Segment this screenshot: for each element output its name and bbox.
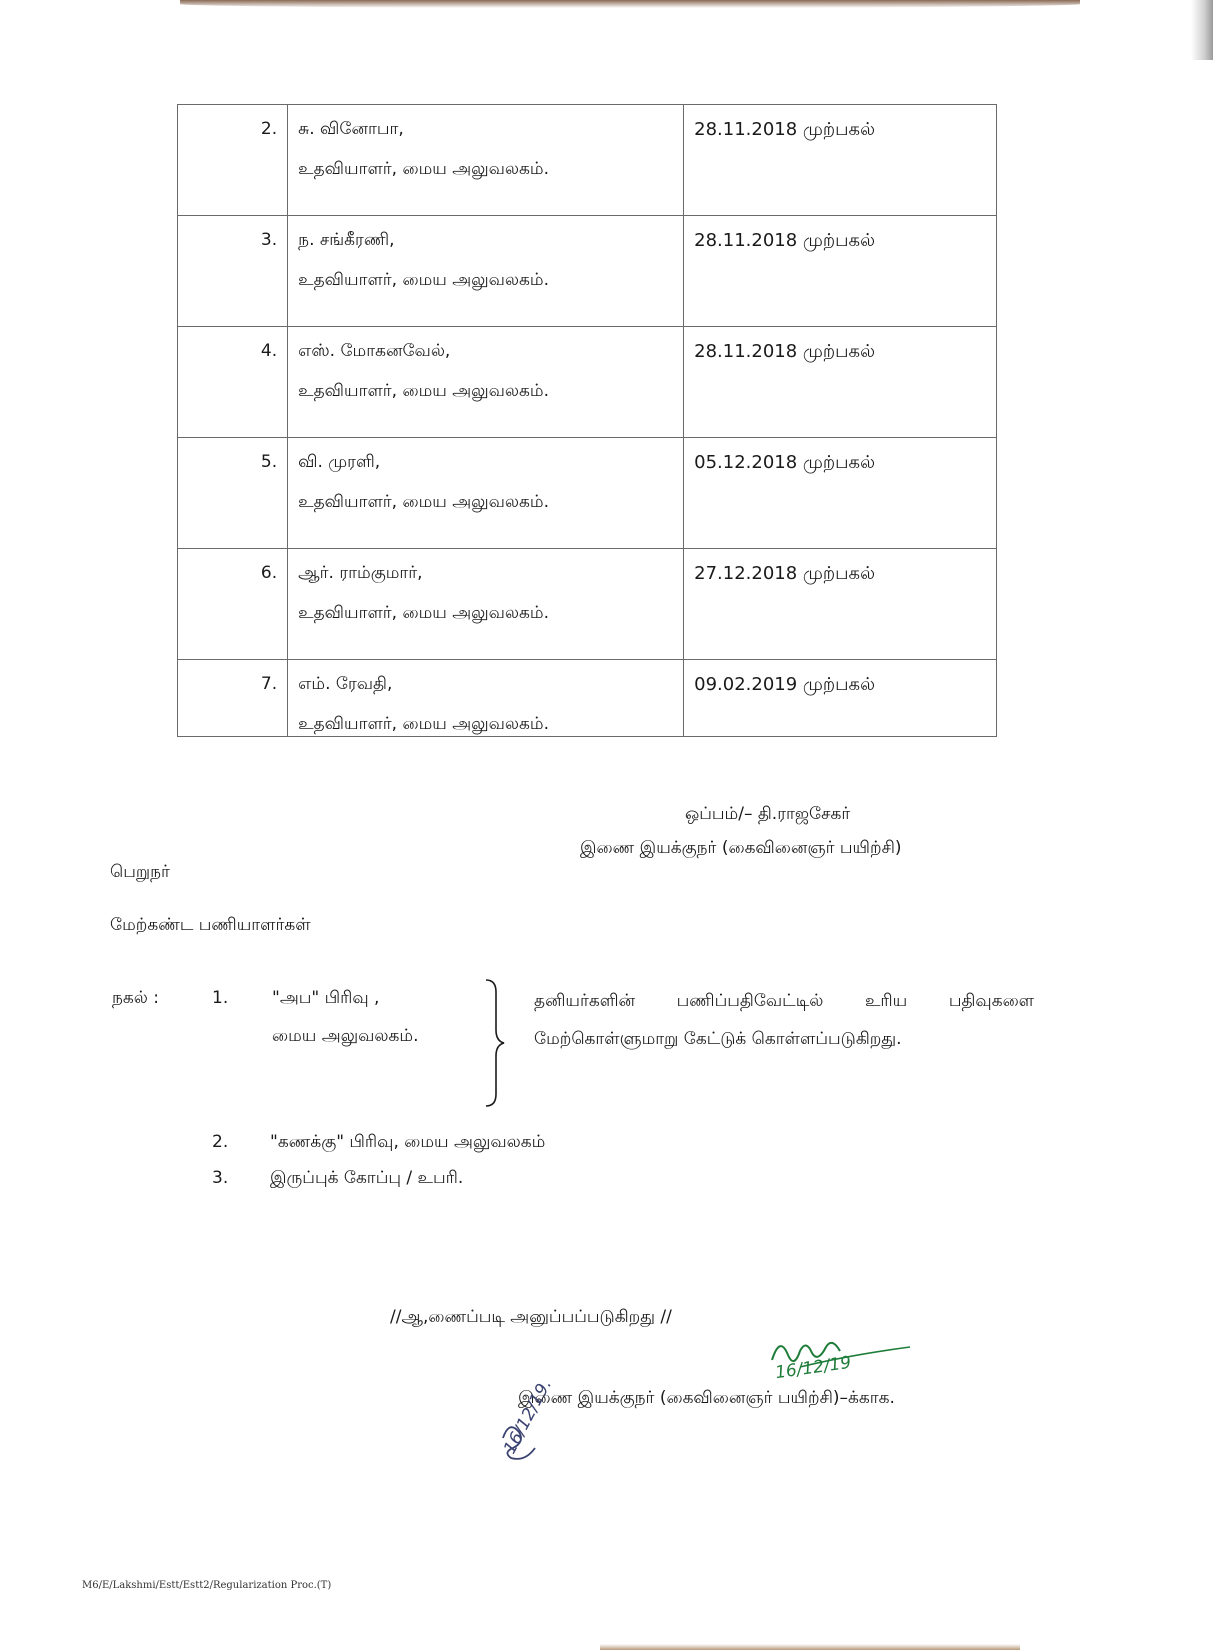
officer-designation: உதவியாளர், மைய அலுவலகம். xyxy=(298,603,549,623)
scan-bottom-edge xyxy=(600,1644,1020,1650)
pencil-date: 16/12/19. xyxy=(500,1375,557,1458)
officer-designation: உதவியாளர், மைய அலுவலகம். xyxy=(298,492,549,512)
copy-item-2-number: 2. xyxy=(212,1132,229,1152)
copy-item-3-number: 3. xyxy=(212,1168,229,1188)
recipient-value: மேற்கண்ட பணியாளர்கள் xyxy=(110,915,311,935)
copy-item-1-line2: மைய அலுவலகம். xyxy=(272,1026,419,1046)
scan-top-edge xyxy=(180,0,1080,8)
scan-right-edge xyxy=(1191,0,1213,60)
copy-item-1-line1: "அப" பிரிவு , xyxy=(272,988,380,1008)
table-row xyxy=(178,549,997,660)
signed-by-line: ஒப்பம்/– தி.ராஜசேகர் xyxy=(685,804,851,824)
officer-name: வி. முரளி, xyxy=(298,452,381,472)
serial-number: 2. xyxy=(178,105,288,216)
effective-date: 27.12.2018 முற்பகல் xyxy=(684,549,997,660)
table-row xyxy=(178,105,997,216)
signature-block xyxy=(580,797,902,865)
effective-date: 28.11.2018 முற்பகல் xyxy=(684,105,997,216)
effective-date: 28.11.2018 முற்பகல் xyxy=(684,327,997,438)
officer-name: எம். ரேவதி, xyxy=(298,674,393,694)
officer-name: சு. வினோபா, xyxy=(298,119,404,139)
copy-remark: தனியர்களின் பணிப்பதிவேட்டில் உரிய பதிவுகளை மேற்கொள்ளுமாறு கேட்டுக் கொள்ளப்படுகிறது. xyxy=(534,991,1034,1049)
table-row xyxy=(178,438,997,549)
serial-number: 4. xyxy=(178,327,288,438)
file-reference: M6/E/Lakshmi/Estt/Estt2/Regularization Proc.(T) xyxy=(82,1580,332,1591)
serial-number: 3. xyxy=(178,216,288,327)
table-row xyxy=(178,660,997,737)
officer-designation: உதவியாளர், மைய அலுவலகம். xyxy=(298,381,549,401)
officer-name: ந. சங்கீரணி, xyxy=(298,230,395,250)
officers-table xyxy=(177,104,997,737)
recipient-label: பெறுநர் xyxy=(110,862,170,882)
effective-date: 09.02.2019 முற்பகல் xyxy=(684,660,997,737)
officer-cell xyxy=(288,105,684,216)
copy-to-label: நகல் : xyxy=(112,988,160,1008)
officer-name: ஆர். ராம்குமார், xyxy=(298,563,423,583)
serial-number: 7. xyxy=(178,660,288,737)
copy-item-2-text: "கணக்கு" பிரிவு, மைய அலுவலகம் xyxy=(270,1132,546,1152)
effective-date: 05.12.2018 முற்பகல் xyxy=(684,438,997,549)
for-signatory-line: இணை இயக்குநர் (கைவினைஞர் பயிற்சி)–க்காக. xyxy=(518,1388,895,1408)
signatory-designation: இணை இயக்குநர் (கைவினைஞர் பயிற்சி) xyxy=(580,838,902,858)
effective-date: 28.11.2018 முற்பகல் xyxy=(684,216,997,327)
officer-name: எஸ். மோகனவேல், xyxy=(298,341,451,361)
officer-cell xyxy=(288,549,684,660)
serial-number: 5. xyxy=(178,438,288,549)
curly-brace-icon xyxy=(484,978,506,1108)
officer-designation: உதவியாளர், மைய அலுவலகம். xyxy=(298,159,549,179)
copy-item-3-text: இருப்புக் கோப்பு / உபரி. xyxy=(270,1168,464,1188)
order-line: //ஆ,ணைப்படி அனுப்பப்படுகிறது // xyxy=(390,1307,672,1327)
officer-designation: உதவியாளர், மைய அலுவலகம். xyxy=(298,270,549,290)
officer-cell xyxy=(288,660,684,737)
table-row xyxy=(178,327,997,438)
officer-cell xyxy=(288,327,684,438)
officer-cell xyxy=(288,438,684,549)
serial-number: 6. xyxy=(178,549,288,660)
officer-designation: உதவியாளர், மைய அலுவலகம். xyxy=(298,714,549,734)
copy-item-1-number: 1. xyxy=(212,988,229,1008)
table-row xyxy=(178,216,997,327)
ink-signature-date: 16/12/19 xyxy=(773,1352,853,1384)
officer-cell xyxy=(288,216,684,327)
